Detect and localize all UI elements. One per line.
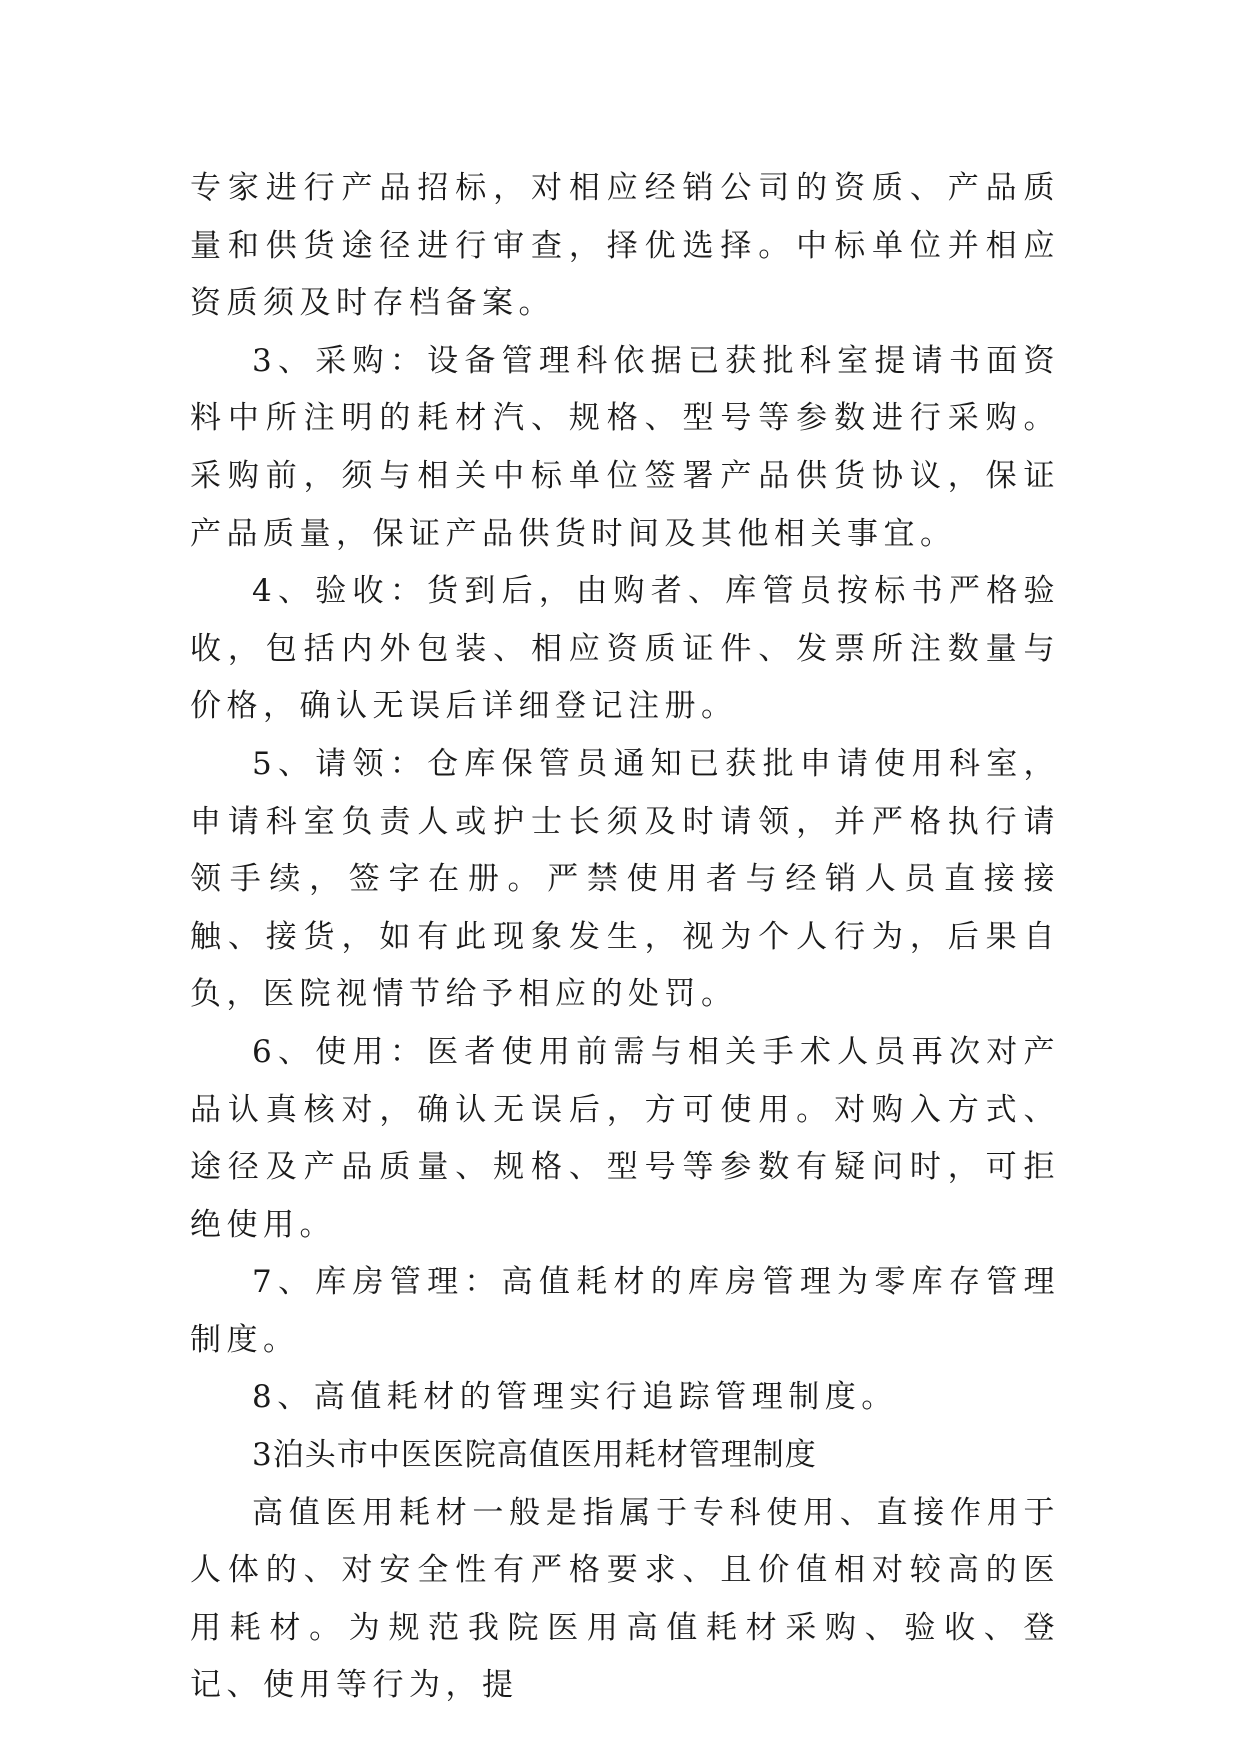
paragraph-usage: 6、使用：医者使用前需与相关手术人员再次对产品认真核对，确认无误后，方可使用。对购入方式、途径及产品质量、规格、型号等参数有疑问时，可拒绝使用。: [190, 1033, 1060, 1243]
section-heading: 3泊头市中医医院高值医用耗材管理制度: [252, 1437, 817, 1474]
paragraph-high-value-definition: 高值医用耗材一般是指属于专科使用、直接作用于人体的、对安全性有严格要求、且价值相对较高的医用耗材。为规范我院医用高值耗材采购、验收、登记、使用等行为，提: [190, 1494, 1060, 1704]
paragraph-requisition: 5、请领：仓库保管员通知已获批申请使用科室，申请科室负责人或护士长须及时请领，并严格执行请领手续，签字在册。严禁使用者与经销人员直接接触、接货，如有此现象发生，视为个人行为，后果自负，医院视情节给予相应的处罚。: [190, 745, 1060, 1013]
paragraph-acceptance: 4、验收：货到后，由购者、库管员按标书严格验收，包括内外包装、相应资质证件、发票所注数量与价格，确认无误后详细登记注册。: [190, 573, 1060, 725]
paragraph-tracking-management: 8、高值耗材的管理实行追踪管理制度。: [252, 1379, 898, 1416]
paragraph-procurement: 3、采购：设备管理科依据已获批科室提请书面资料中所注明的耗材汽、规格、型号等参数进行采购。采购前，须与相关中标单位签署产品供货协议，保证产品质量，保证产品供货时间及其他相关事宜。: [190, 342, 1060, 552]
paragraph-warehouse-management: 7、库房管理：高值耗材的库房管理为零库存管理制度。: [190, 1264, 1060, 1358]
paragraph-tender-review: 专家进行产品招标，对相应经销公司的资质、产品质量和供货途径进行审查，择优选择。中标单位并相应资质须及时存档备案。: [190, 170, 1060, 322]
document-body: [190, 160, 1060, 1715]
